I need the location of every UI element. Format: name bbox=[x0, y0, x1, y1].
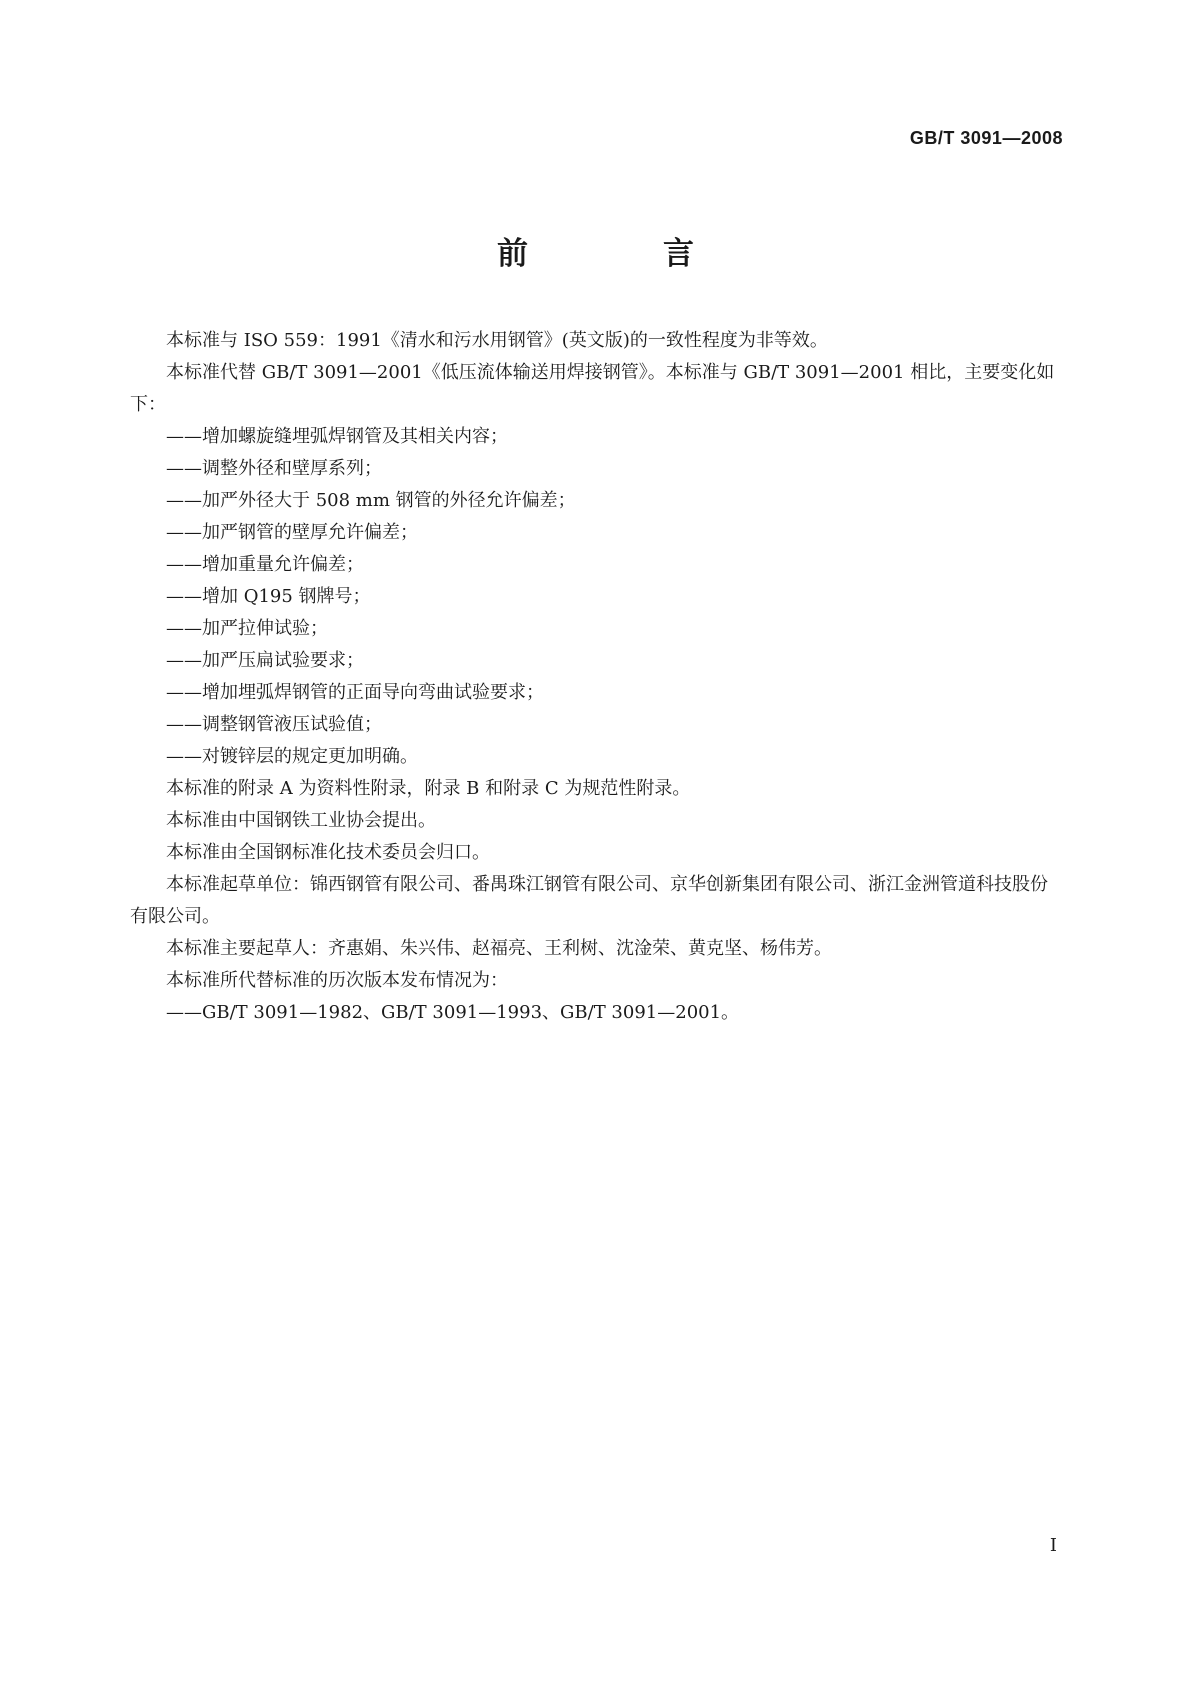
page-title: 前 言 bbox=[497, 236, 746, 272]
list-item: ——调整钢管液压试验值； bbox=[166, 714, 382, 735]
previous-versions-item: ——GB/T 3091—1982、GB/T 3091—1993、GB/T 3091—2001。 bbox=[166, 1002, 740, 1023]
standard-code: GB/T 3091—2008 bbox=[909, 128, 1063, 148]
paragraph-appendix: 本标准的附录 A 为资料性附录，附录 B 和附录 C 为规范性附录。 bbox=[166, 778, 691, 799]
paragraph-replacement: 本标准代替 GB/T 3091—2001《低压流体输送用焊接钢管》。本标准与 GB/T 3091—2001 相比，主要变化如下： bbox=[130, 362, 1055, 415]
list-item: ——增加重量允许偏差； bbox=[166, 554, 364, 575]
paragraph-conformity: 本标准与 ISO 559：1991《清水和污水用钢管》(英文版)的一致性程度为非等效。 bbox=[166, 330, 828, 351]
paragraph-version-history: 本标准所代替标准的历次版本发布情况为： bbox=[166, 970, 508, 991]
list-item: ——加严压扁试验要求； bbox=[166, 650, 364, 671]
paragraph-technical-committee: 本标准由全国钢标准化技术委员会归口。 bbox=[166, 842, 490, 863]
list-item: ——增加螺旋缝埋弧焊钢管及其相关内容； bbox=[166, 426, 508, 447]
list-item: ——加严外径大于 508 mm 钢管的外径允许偏差； bbox=[166, 490, 576, 511]
list-item: ——加严钢管的壁厚允许偏差； bbox=[166, 522, 418, 543]
list-item: ——增加 Q195 钢牌号； bbox=[166, 586, 371, 607]
list-item: ——对镀锌层的规定更加明确。 bbox=[166, 746, 418, 767]
list-item: ——加严拉伸试验； bbox=[166, 618, 328, 639]
list-item: ——调整外径和壁厚系列； bbox=[166, 458, 382, 479]
list-item: ——增加埋弧焊钢管的正面导向弯曲试验要求； bbox=[166, 682, 544, 703]
changes-list bbox=[130, 421, 1065, 773]
paragraph-drafters: 本标准主要起草人：齐惠娟、朱兴伟、赵福亮、王利树、沈淦荣、黄克坚、杨伟芳。 bbox=[166, 938, 832, 959]
paragraph-proposer: 本标准由中国钢铁工业协会提出。 bbox=[166, 810, 436, 831]
document-body bbox=[130, 325, 1065, 1029]
paragraph-drafting-units: 本标准起草单位：锦西钢管有限公司、番禺珠江钢管有限公司、京华创新集团有限公司、浙江金洲管道科技股份有限公司。 bbox=[130, 874, 1048, 927]
page-number: I bbox=[1049, 1535, 1057, 1556]
